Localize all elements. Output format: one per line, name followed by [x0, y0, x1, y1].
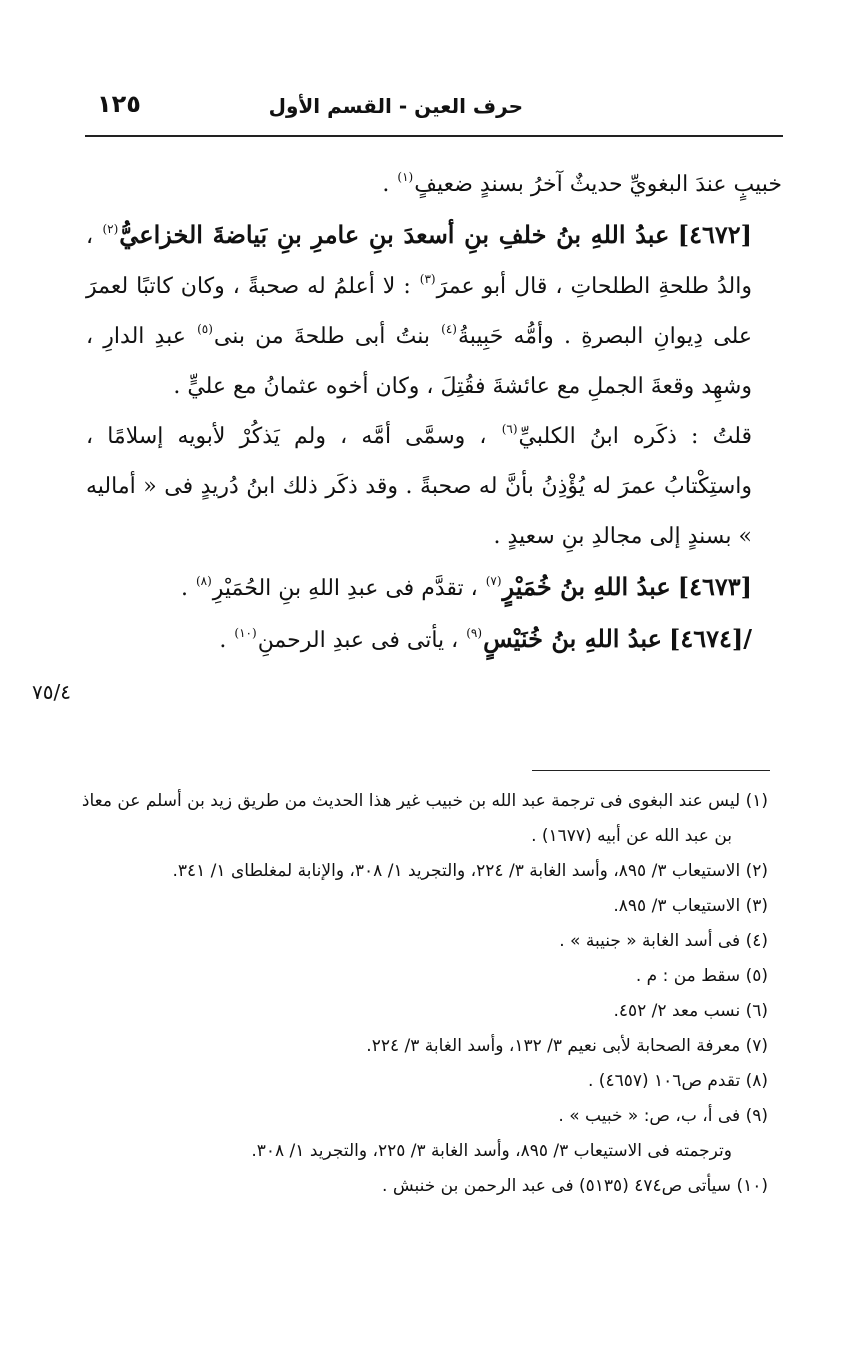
header-rule — [85, 135, 783, 137]
footnote-line: (٩) فى أ، ب، ص: « خبيب » . — [558, 1106, 768, 1126]
footnote-marker: (٥) — [197, 322, 213, 336]
entry-4673 — [86, 562, 782, 614]
footnote-marker: (١) — [397, 170, 414, 184]
footnote-separator — [532, 770, 770, 771]
footnote-line: وترجمته فى الاستيعاب ٣/ ٨٩٥، وأسد الغابة ٣/ ٢٢٥، والتجريد ١/ ٣٠٨. — [251, 1141, 732, 1161]
entry-text: . — [219, 628, 227, 653]
footnote-marker: (٤) — [441, 322, 457, 336]
footnote-line: (١٠) سيأتى ص٤٧٤ (٥١٣٥) فى عبد الرحمن بن خنبش . — [382, 1176, 768, 1196]
footnote-marker: (٩) — [466, 626, 483, 640]
footnote-line: (٥) سقط من : م . — [635, 966, 768, 986]
entry-text: عبدِ الدارِ ، وشهِد وقعةَ الجملِ مع عائشةَ فقُتِلَ ، وكان أخوه عثمانُ مع عليٍّ . — [86, 324, 752, 399]
footnote-line: (١) ليس عند البغوى فى ترجمة عبد الله بن خبيب غير هذا الحديث من طريق زيد بن أسلم عن معاذ — [81, 791, 768, 811]
entry-name: عبدُ اللهِ بنُ خلفِ بنِ أسعدَ بنِ عامرِ بنِ بَياضةَ الخزاعيُّ — [119, 220, 670, 249]
entry-name: عبدُ اللهِ بنُ خُنَيْسٍ — [483, 624, 662, 653]
entry-number: [٤٦٧٤] — [668, 624, 744, 653]
entry-4672 — [86, 210, 782, 412]
entry-slash: / — [743, 624, 752, 653]
footnote-line: بن عبد الله عن أبيه (١٦٧٧) . — [531, 826, 732, 846]
footnote-line: (٨) تقدم ص١٠٦ (٤٦٥٧) . — [588, 1071, 768, 1091]
note-text: ، وسمَّى أمَّه ، ولم يَذكُرْ لأبويه إسلامًا ، واستِكْتابُ عمرَ له يُؤْذِنُ بأنَّ له صحبةً . وقد ذكَر ذلك ابنُ دُريدٍ فى « أماليه » بسندٍ إلى مجالدِ بنِ سعيدٍ . — [86, 424, 752, 549]
entry-number: [٤٦٧٢] — [677, 220, 752, 249]
footnote-marker: (٢) — [102, 222, 119, 236]
main-text — [86, 160, 782, 666]
entry-text: بنتُ أبى طلحةَ من بنى — [213, 324, 430, 349]
footnote-line: (٤) فى أسد الغابة « جنيبة » . — [559, 931, 768, 951]
entry-text: ، والدُ طلحةِ الطلحاتِ ، قال أبو عمرَ — [86, 224, 752, 299]
continuation-line: خبيبٍ عندَ البغويِّ حديثٌ آخرُ بسندٍ ضعيفٍ$^{(١)}$ . — [382, 170, 782, 197]
footnote-line: (٣) الاستيعاب ٣/ ٨٩٥. — [613, 896, 768, 916]
footnote-line: (٢) الاستيعاب ٣/ ٨٩٥، وأسد الغابة ٣/ ٢٢٤، والتجريد ١/ ٣٠٨، والإنابة لمغلطاى ١/ ٣٤١. — [172, 861, 768, 881]
entry-text: . — [180, 576, 188, 601]
entry-name: عبدُ اللهِ بنُ خُمَيْرٍ — [502, 572, 671, 601]
manuscript-folio-ref: ٧٥/٤ — [32, 680, 71, 704]
footnote-line: (٦) نسب معد ٢/ ٤٥٢. — [613, 1001, 768, 1021]
entry-text: ، تقدَّم فى عبدِ اللهِ بنِ الحُمَيْرِ — [212, 576, 478, 601]
continuation-text: خبيبٍ عندَ البغويِّ حديثٌ آخرُ بسندٍ ضعيفٍ — [414, 172, 782, 197]
entry-4674 — [86, 614, 782, 666]
footnote-marker: (٣) — [419, 272, 436, 286]
footnote-marker: (٦) — [501, 422, 518, 436]
footnote-marker: (١٠) — [234, 626, 257, 640]
running-title: حرف العين - القسم الأول — [268, 94, 523, 118]
footnote-line: (٧) معرفة الصحابة لأبى نعيم ٣/ ١٣٢، وأسد الغابة ٣/ ٢٢٤. — [366, 1036, 768, 1056]
note-text: قلتُ : ذكَره ابنُ الكلبيِّ — [518, 424, 753, 449]
entry-text: : لا أعلمُ له صحبةً ، وكان كاتبًا لعمرَ على دِيوانِ البصرةِ . وأمُّه حَبِيبةُ — [86, 274, 752, 349]
page-header — [85, 86, 783, 130]
footnotes — [81, 784, 768, 1204]
entry-number: [٤٦٧٣] — [677, 572, 752, 601]
page-number: ١٢٥ — [97, 90, 141, 118]
footnote-marker: (٨) — [195, 574, 212, 588]
entry-text: ، يأتى فى عبدِ الرحمنِ — [257, 628, 459, 653]
footnote-marker: (٧) — [485, 574, 502, 588]
editor-note — [86, 412, 782, 562]
